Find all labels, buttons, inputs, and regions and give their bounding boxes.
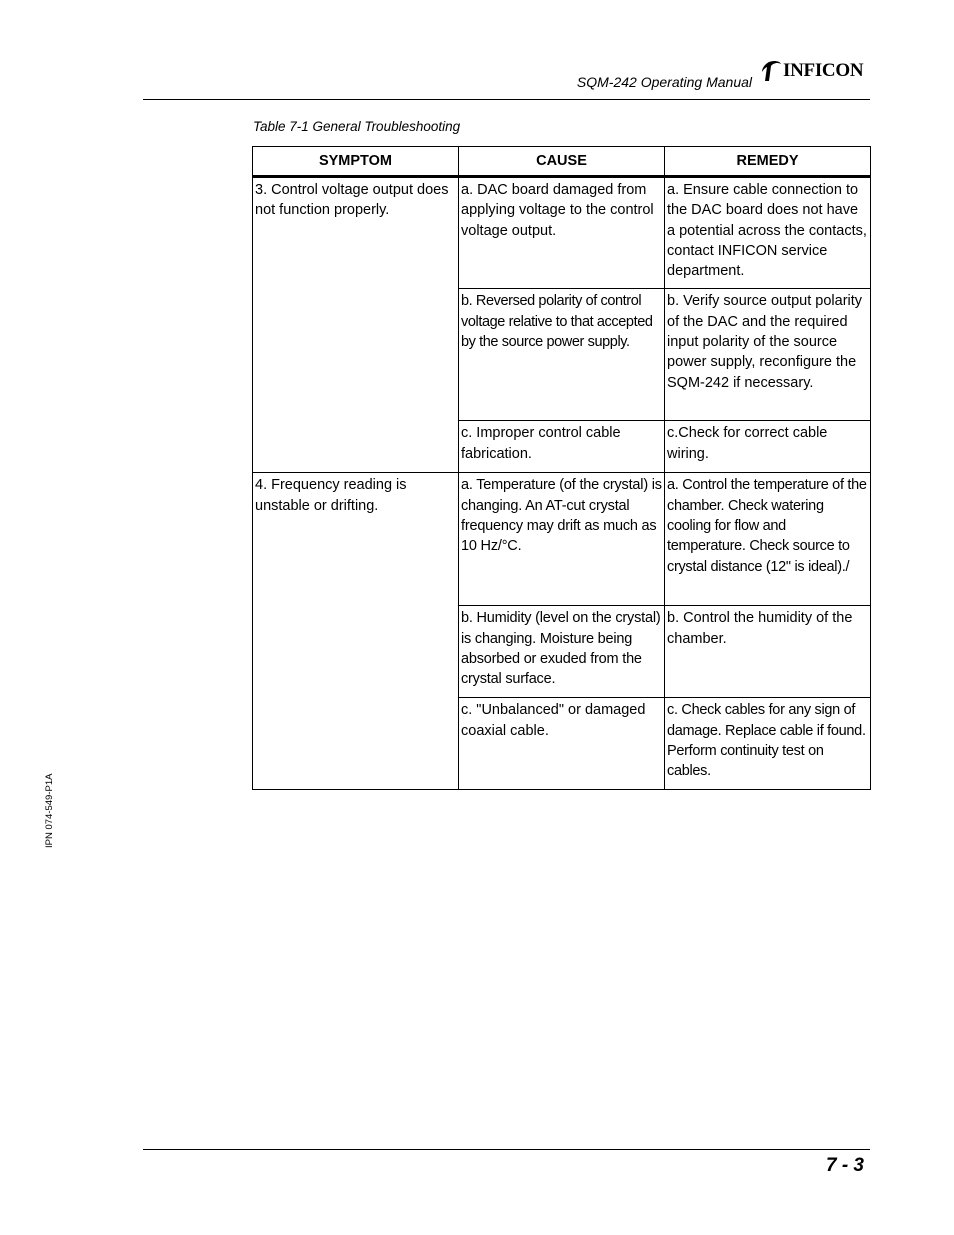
cause-cell: c. "Unbalanced" or damaged coaxial cable. [459, 698, 665, 790]
column-header-symptom: SYMPTOM [253, 147, 459, 177]
page-number: 7 - 3 [825, 1155, 864, 1176]
inficon-logo-icon [760, 59, 782, 83]
remedy-cell: a. Control the temperature of the chamber. Check watering cooling for flow and temperature. Check source to crystal distance (12" is ideal)./ [665, 473, 871, 606]
cause-cell: b. Reversed polarity of control voltage relative to that accepted by the source power supply. [459, 289, 665, 421]
remedy-cell: c. Check cables for any sign of damage. Replace cable if found. Perform continuity test on cables. [665, 698, 871, 790]
table-caption: Table 7-1 General Troubleshooting [253, 119, 461, 134]
remedy-cell: b. Verify source output polarity of the DAC and the required input polarity of the source power supply, reconfigure the SQM-242 if necessary. [665, 289, 871, 421]
symptom-cell: 4. Frequency reading is unstable or drifting. [253, 473, 459, 790]
cause-cell: b. Humidity (level on the crystal) is changing. Moisture being absorbed or exuded from the crystal surface. [459, 606, 665, 698]
table-header-row [253, 147, 871, 177]
manual-title: SQM-242 Operating Manual [576, 74, 752, 90]
remedy-cell: b. Control the humidity of the chamber. [665, 606, 871, 698]
document-code: IPN 074-549-P1A [44, 773, 55, 848]
column-header-remedy: REMEDY [665, 147, 871, 177]
symptom-cell: 3. Control voltage output does not function properly. [253, 177, 459, 473]
column-header-cause: CAUSE [459, 147, 665, 177]
table-row [253, 177, 871, 289]
remedy-cell: a. Ensure cable connection to the DAC board does not have a potential across the contacts, contact INFICON service department. [665, 177, 871, 289]
remedy-cell: c.Check for correct cable wiring. [665, 421, 871, 473]
cause-cell: c. Improper control cable fabrication. [459, 421, 665, 473]
footer-divider [143, 1149, 870, 1150]
cause-cell: a. DAC board damaged from applying voltage to the control voltage output. [459, 177, 665, 289]
cause-cell: a. Temperature (of the crystal) is changing. An AT-cut crystal frequency may drift as much as 10 Hz/°C. [459, 473, 665, 606]
table-row [253, 473, 871, 606]
header-divider [143, 99, 870, 100]
inficon-logo [760, 58, 863, 84]
brand-name: INFICON [783, 60, 864, 81]
troubleshooting-table [252, 146, 871, 790]
